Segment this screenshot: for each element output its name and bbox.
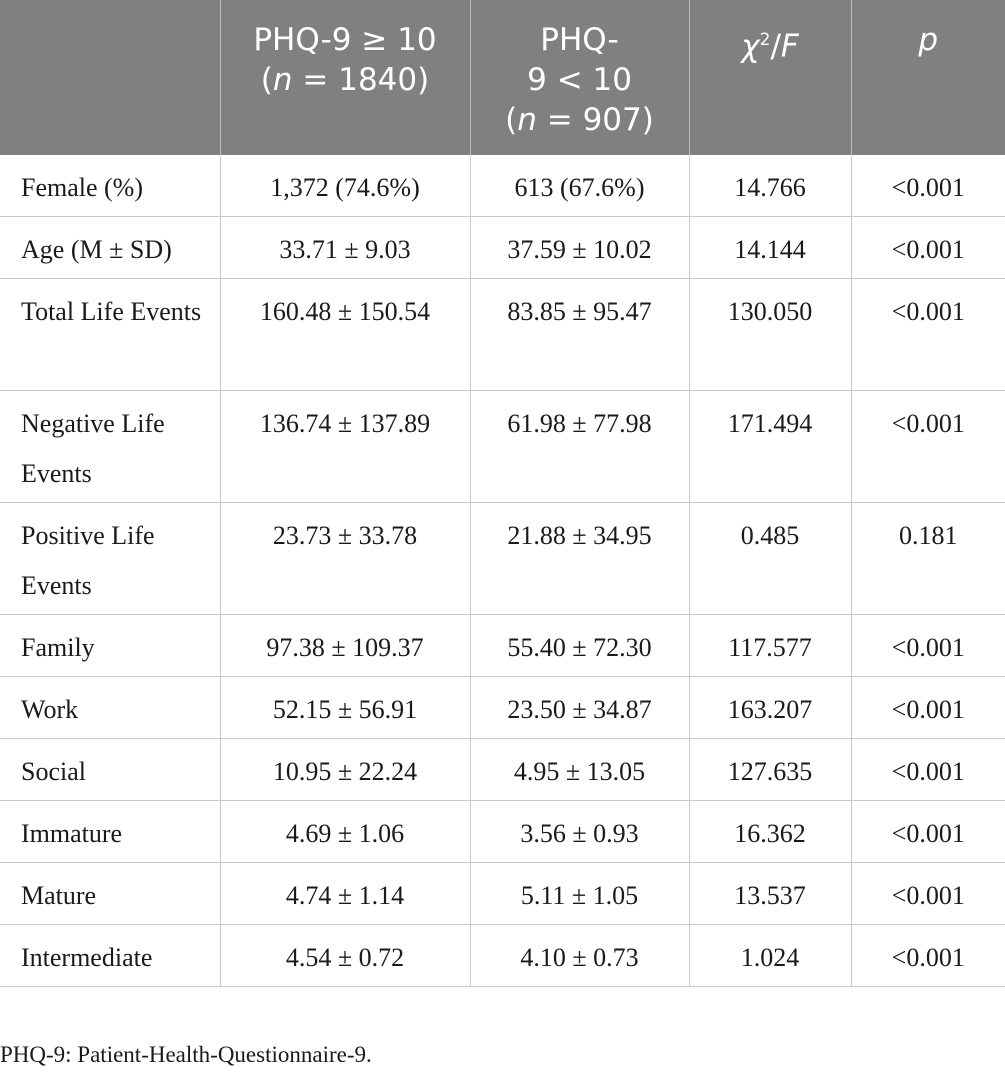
cell-phq9-low: 3.56 ± 0.93 bbox=[470, 801, 689, 863]
cell-stat: 14.766 bbox=[689, 155, 851, 217]
cell-stat: 171.494 bbox=[689, 391, 851, 503]
row-label: Social bbox=[0, 739, 220, 801]
cell-stat: 14.144 bbox=[689, 217, 851, 279]
cell-phq9-low: 613 (67.6%) bbox=[470, 155, 689, 217]
table-row bbox=[0, 739, 1005, 801]
cell-phq9-high: 97.38 ± 109.37 bbox=[220, 615, 470, 677]
cell-phq9-high: 4.54 ± 0.72 bbox=[220, 925, 470, 987]
cell-phq9-high: 10.95 ± 22.24 bbox=[220, 739, 470, 801]
cell-phq9-low: 21.88 ± 34.95 bbox=[470, 503, 689, 615]
row-label: Negative Life Events bbox=[0, 391, 220, 503]
table-body bbox=[0, 155, 1005, 987]
cell-phq9-high: 1,372 (74.6%) bbox=[220, 155, 470, 217]
header-chi-f: $\chi^2/F$ bbox=[689, 0, 851, 155]
cell-p: <0.001 bbox=[851, 925, 1005, 987]
cell-p: <0.001 bbox=[851, 615, 1005, 677]
row-label: Female (%) bbox=[0, 155, 220, 217]
cell-p: 0.181 bbox=[851, 503, 1005, 615]
row-label: Work bbox=[0, 677, 220, 739]
table-row bbox=[0, 801, 1005, 863]
cell-phq9-low: 83.85 ± 95.47 bbox=[470, 279, 689, 391]
cell-phq9-low: 4.95 ± 13.05 bbox=[470, 739, 689, 801]
table-row bbox=[0, 863, 1005, 925]
cell-phq9-high: 33.71 ± 9.03 bbox=[220, 217, 470, 279]
table-header bbox=[0, 0, 1005, 155]
cell-phq9-low: 61.98 ± 77.98 bbox=[470, 391, 689, 503]
cell-phq9-high: 160.48 ± 150.54 bbox=[220, 279, 470, 391]
cell-phq9-high: 4.69 ± 1.06 bbox=[220, 801, 470, 863]
cell-phq9-high: 136.74 ± 137.89 bbox=[220, 391, 470, 503]
table-row bbox=[0, 279, 1005, 391]
cell-phq9-high: 52.15 ± 56.91 bbox=[220, 677, 470, 739]
header-empty-cell bbox=[0, 0, 220, 155]
cell-p: <0.001 bbox=[851, 739, 1005, 801]
cell-phq9-low: 55.40 ± 72.30 bbox=[470, 615, 689, 677]
footnote: PHQ-9: Patient-Health-Questionnaire-9. bbox=[0, 1042, 372, 1067]
cell-stat: 16.362 bbox=[689, 801, 851, 863]
header-p: p bbox=[851, 0, 1005, 155]
row-label: Mature bbox=[0, 863, 220, 925]
table-row bbox=[0, 391, 1005, 503]
header-phq9-high: PHQ-9 ≥ 10 (n = 1840) bbox=[220, 0, 470, 155]
cell-stat: 1.024 bbox=[689, 925, 851, 987]
cell-p: <0.001 bbox=[851, 279, 1005, 391]
cell-stat: 13.537 bbox=[689, 863, 851, 925]
cell-phq9-high: 23.73 ± 33.78 bbox=[220, 503, 470, 615]
cell-p: <0.001 bbox=[851, 677, 1005, 739]
cell-stat: 117.577 bbox=[689, 615, 851, 677]
cell-stat: 130.050 bbox=[689, 279, 851, 391]
table-row bbox=[0, 503, 1005, 615]
cell-phq9-low: 4.10 ± 0.73 bbox=[470, 925, 689, 987]
cell-p: <0.001 bbox=[851, 217, 1005, 279]
table-row bbox=[0, 677, 1005, 739]
row-label: Age (M ± SD) bbox=[0, 217, 220, 279]
cell-p: <0.001 bbox=[851, 155, 1005, 217]
row-label: Total Life Events bbox=[0, 279, 220, 391]
cell-p: <0.001 bbox=[851, 801, 1005, 863]
row-label: Positive Life Events bbox=[0, 503, 220, 615]
cell-stat: 127.635 bbox=[689, 739, 851, 801]
table-row bbox=[0, 615, 1005, 677]
cell-phq9-low: 5.11 ± 1.05 bbox=[470, 863, 689, 925]
cell-stat: 163.207 bbox=[689, 677, 851, 739]
cell-phq9-high: 4.74 ± 1.14 bbox=[220, 863, 470, 925]
row-label: Family bbox=[0, 615, 220, 677]
header-phq9-low: PHQ- 9 < 10 (n = 907) bbox=[470, 0, 689, 155]
row-label: Immature bbox=[0, 801, 220, 863]
cell-p: <0.001 bbox=[851, 391, 1005, 503]
row-label: Intermediate bbox=[0, 925, 220, 987]
cell-stat: 0.485 bbox=[689, 503, 851, 615]
cell-phq9-low: 37.59 ± 10.02 bbox=[470, 217, 689, 279]
table-row bbox=[0, 925, 1005, 987]
table-row bbox=[0, 155, 1005, 217]
cell-p: <0.001 bbox=[851, 863, 1005, 925]
table-row bbox=[0, 217, 1005, 279]
cell-phq9-low: 23.50 ± 34.87 bbox=[470, 677, 689, 739]
